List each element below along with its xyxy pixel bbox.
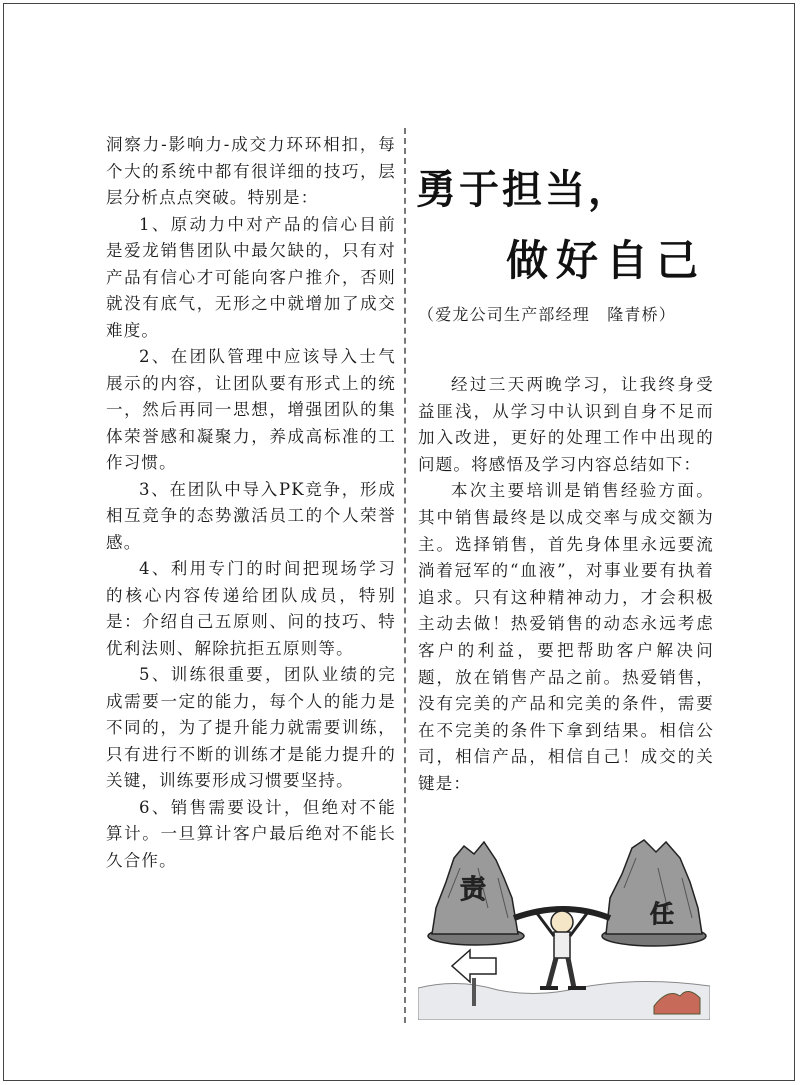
paragraph-point-1: 1、原动力中对产品的信心目前是爱龙销售团队中最欠缺的，只有对产品有信心才可能向客户推介，否则就没有底气，无形之中就增加了成交难度。 [106, 214, 396, 340]
paragraph-point-6: 6、销售需要设计，但绝对不能算计。一旦算计客户最后绝对不能长久合作。 [106, 797, 396, 870]
rock-label-left: 责 [460, 875, 487, 905]
left-column [106, 132, 396, 874]
article-paragraph-1: 经过三天两晚学习，让我终身受益匪浅，从学习中认识到自身不足而加入改进，更好的处理工作中出现的问题。将感悟及学习内容总结如下： [418, 375, 714, 474]
article-byline: （爱龙公司生产部经理 隆青桥） [418, 305, 677, 324]
article-title-line-2: 做好自己 [505, 236, 706, 285]
paragraph-point-3: 3、在团队中导入PK竞争，形成相互竞争的态势激活员工的个人荣誉感。 [106, 479, 396, 552]
person-carrying-rocks-icon [418, 838, 710, 1020]
paragraph-point-5: 5、训练很重要，团队业绩的完成需要一定的能力，每个人的能力是不同的，为了提升能力就需要训练，只有进行不断的训练才是能力提升的关键，训练要形成习惯要坚持。 [106, 665, 396, 790]
article-paragraph-2: 本次主要培训是销售经验方面。其中销售最终是以成交率与成交额为主。选择销售，首先身体里永远要流淌着冠军的“血液”，对事业要有执着追求。只有这种精神动力，才会积极主动去做！热爱销售的动态永远考虑客户的利益，要把帮助客户解决问题，放在销售产品之前。热爱销售，没有完美的产品和完美的条件，需要在不完美的条件下拿到结果。相信公司，相信产品，相信自己！成交的关键是： [418, 481, 714, 793]
paragraph-point-2: 2、在团队管理中应该导入士气展示的内容，让团队要有形式上的统一，然后再同一思想，增强团队的集体荣誉感和凝聚力，养成高标准的工作习惯。 [106, 347, 396, 472]
paragraph-intro: 洞察力-影响力-成交力环环相扣，每个大的系统中都有很详细的技巧，层层分析点点突破。特别是： [106, 135, 396, 207]
responsibility-illustration [418, 838, 710, 1020]
paragraph-point-4: 4、利用专门的时间把现场学习的核心内容传递给团队成员，特别是：介绍自己五原则、问的技巧、特优利法则、解除抗拒五原则等。 [106, 559, 396, 658]
right-column [418, 372, 714, 798]
rock-label-right: 任 [650, 900, 674, 928]
column-divider [404, 128, 406, 1023]
article-title-line-1: 勇于担当， [416, 167, 631, 213]
